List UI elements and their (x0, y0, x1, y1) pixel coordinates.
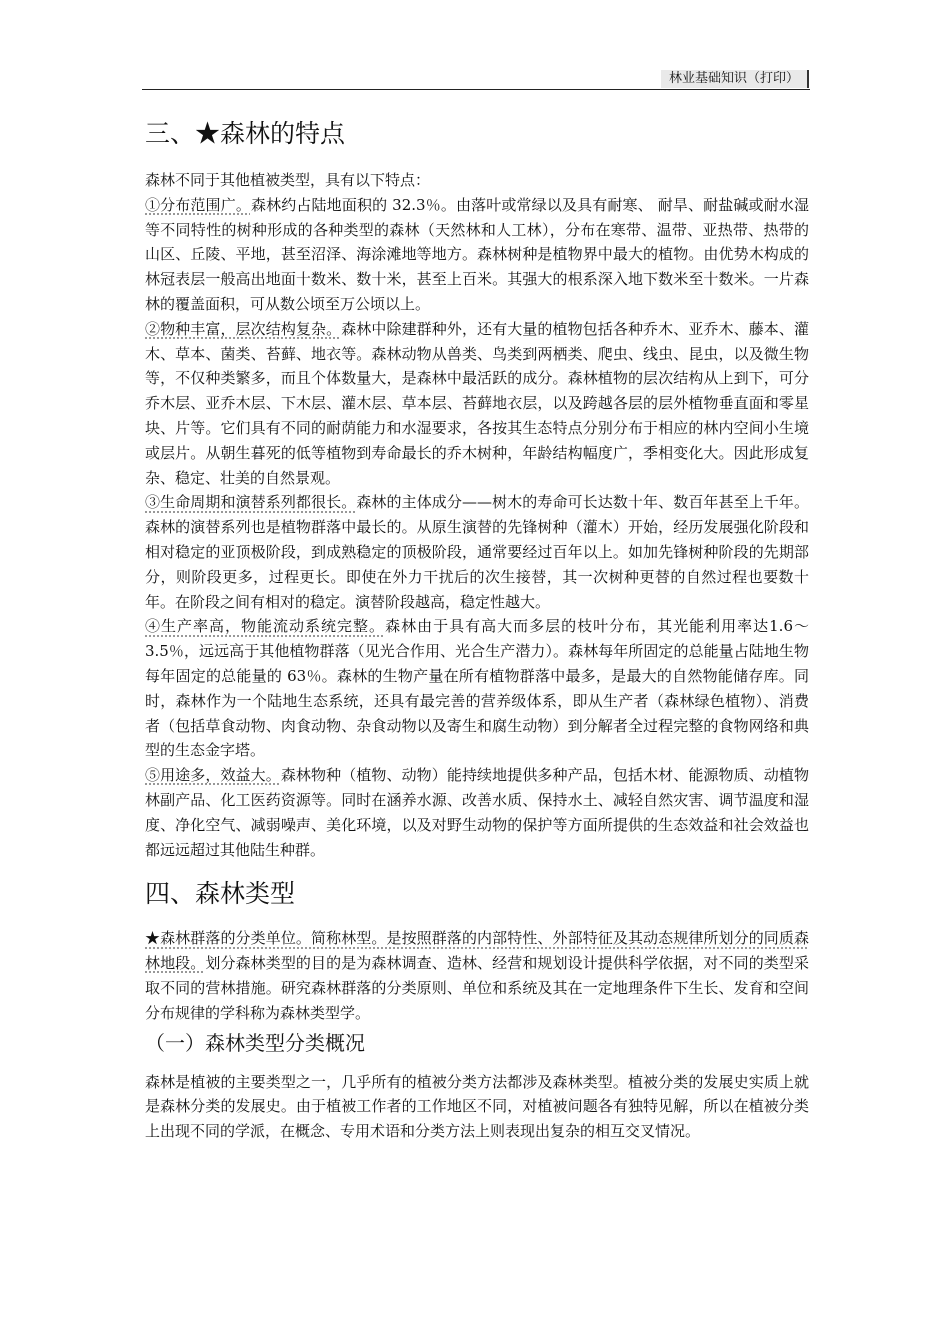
forest-type-definition: ★森林群落的分类单位。简称林型。是按照群落的内部特性、外部特征及其动态规律所划分的同质森林地段。 (145, 929, 809, 973)
feature-heading-5: ⑤用途多，效益大。 (145, 766, 281, 785)
feature-paragraph-2 (145, 317, 809, 491)
feature-paragraph-3 (145, 490, 809, 614)
feature-heading-3: ③生命周期和演替系列都很长。 (145, 493, 357, 512)
document-body (145, 112, 809, 1144)
section-3-title: 三、★森林的特点 (145, 119, 346, 148)
section-3-intro: 森林不同于其他植被类型，具有以下特点： (145, 171, 431, 189)
subsection-1-paragraph: 森林是植被的主要类型之一，几乎所有的植被分类方法都涉及森林类型。植被分类的发展史实质上就是森林分类的发展史。由于植被工作者的工作地区不同，对植被问题各有独特见解，所以在植被分类上出现不同的学派，在概念、专用术语和分类方法上则表现出复杂的相互交叉情况。 (145, 1072, 809, 1141)
feature-paragraph-1 (145, 193, 809, 317)
subsection-1-title: （一）森林类型分类概况 (145, 1030, 365, 1055)
feature-paragraph-4 (145, 614, 809, 763)
section-4-body: 划分森林类型的目的是为森林调查、造林、经营和规划设计提供科学依据，对不同的类型采取不同的营林措施。研究森林群落的分类原则、单位和系统及其在一定地理条件下生长、发育和空间分布规律的学科称为森林类型学。 (145, 954, 809, 1022)
feature-body-4: 森林由于具有高大而多层的枝叶分布，其光能利用率达1.6～3.5％，远远高于其他植物群落（见光合作用、光合生产潜力）。森林每年所固定的总能量占陆地生物每年固定的总能量的 63％。森林的生物产量在所有植物群落中最多，是最大的自然物能储存库。同时，森林作为一个陆地生态系统，还具有最完善的营养级体系，即从生产者（森林绿色植物）、消费者（包括草食动物、肉食动物、杂食动物以及寄生和腐生动物）到分解者全过程完整的食物网络和典型的生态金字塔。 (145, 617, 809, 760)
feature-body-5: 森林物种（植物、动物）能持续地提供多种产品，包括木材、能源物质、动植物林副产品、化工医药资源等。同时在涵养水源、改善水质、保持水土、减轻自然灾害、调节温度和湿度、净化空气、减弱噪声、美化环境，以及对野生动物的保护等方面所提供的生态效益和社会效益也都远远超过其他陆生种群。 (145, 766, 809, 859)
feature-heading-2: ②物种丰富，层次结构复杂。 (145, 319, 342, 338)
feature-body-3: 森林的主体成分——树木的寿命可长达数十年、数百年甚至上千年。森林的演替系列也是植物群落中最长的。从原生演替的先锋树种（灌木）开始，经历发展强化阶段和相对稳定的亚顶极阶段，到成熟稳定的顶极阶段，通常要经过百年以上。如加先锋树种阶段的先期部分，则阶段更多，过程更长。即使在外力干扰后的次生接替，其一次树种更替的自然过程也要数十年。在阶段之间有相对的稳定。演替阶段越高，稳定性越大。 (145, 493, 809, 611)
header-rule (142, 89, 810, 90)
feature-body-2: 森林中除建群种外，还有大量的植物包括各种乔木、亚乔木、藤本、灌木、草本、菌类、苔藓、地衣等。森林动物从兽类、鸟类到两栖类、爬虫、线虫、昆虫，以及微生物等，不仅种类繁多，而且个体数量大，是森林中最活跃的成分。森林植物的层次结构从上到下，可分乔木层、亚乔木层、下木层、灌木层、草本层、苔藓地衣层，以及跨越各层的层外植物垂直面和零星块、片等。它们具有不同的耐荫能力和水湿要求，各按其生态特点分别分布于相应的林内空间小生境或层片。从朝生暮死的低等植物到寿命最长的乔木树种，年龄结构幅度广，季相变化大。因此形成复杂、稳定、壮美的自然景观。 (145, 319, 809, 487)
running-header: 林业基础知识（打印） (661, 70, 809, 88)
feature-paragraph-5 (145, 763, 809, 862)
feature-body-1: 森林约占陆地面积的 32.3％。由落叶或常绿以及具有耐寒、 耐旱、耐盐碱或耐水湿等不同特性的树种形成的各种类型的森林（天然林和人工林），分布在寒带、温带、亚热带、热带的山区、丘陵、平地，甚至沼泽、海涂滩地等地方。森林树种是植物界中最大的植物。由优势木构成的林冠表层一般高出地面十数米、数十米，甚至上百米。其强大的根系深入地下数米至十数米。一片森林的覆盖面积，可从数公顷至万公顷以上。 (145, 195, 809, 313)
section-4-title: 四、森林类型 (145, 879, 296, 909)
section-4-paragraph (145, 926, 809, 1025)
feature-heading-1: ①分布范围广。 (145, 195, 251, 214)
feature-heading-4: ④生产率高，物能流动系统完整。 (145, 617, 386, 636)
